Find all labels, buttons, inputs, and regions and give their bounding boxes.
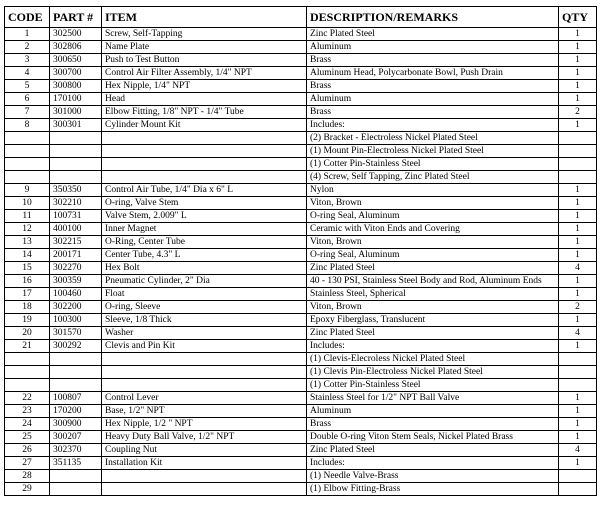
table-row <box>5 431 597 444</box>
table-row <box>5 106 597 119</box>
table-row <box>5 275 597 288</box>
cell-part-number: 400100 <box>50 223 102 236</box>
cell-item: Elbow Fitting, 1/8" NPT - 1/4" Tube <box>102 106 307 119</box>
cell-part-number: 302210 <box>50 197 102 210</box>
cell-code: 4 <box>5 67 50 80</box>
table-row <box>5 249 597 262</box>
cell-item: Coupling Nut <box>102 444 307 457</box>
cell-qty: 1 <box>559 457 597 470</box>
cell-qty: 1 <box>559 210 597 223</box>
cell-code: 9 <box>5 184 50 197</box>
table-row <box>5 223 597 236</box>
cell-code: 6 <box>5 93 50 106</box>
cell-qty: 1 <box>559 197 597 210</box>
table-row <box>5 340 597 353</box>
header-description: DESCRIPTION/REMARKS <box>307 7 559 28</box>
cell-item: Cylinder Mount Kit <box>102 119 307 132</box>
cell-code: 8 <box>5 119 50 132</box>
table-row <box>5 444 597 457</box>
cell-code: 23 <box>5 405 50 418</box>
cell-part-number: 100807 <box>50 392 102 405</box>
cell-part-number <box>50 158 102 171</box>
cell-item: O-ring, Valve Stem <box>102 197 307 210</box>
cell-code: 12 <box>5 223 50 236</box>
table-row <box>5 67 597 80</box>
cell-item: Control Lever <box>102 392 307 405</box>
cell-part-number: 302215 <box>50 236 102 249</box>
cell-description: (1) Cotter Pin-Stainless Steel <box>307 158 559 171</box>
cell-qty <box>559 171 597 184</box>
cell-description: (4) Screw, Self Tapping, Zinc Plated Steel <box>307 171 559 184</box>
cell-qty: 1 <box>559 54 597 67</box>
cell-item: Pneumatic Cylinder, 2" Dia <box>102 275 307 288</box>
cell-code: 22 <box>5 392 50 405</box>
cell-description: (1) Clevis-Elecroless Nickel Plated Steel <box>307 353 559 366</box>
table-row <box>5 80 597 93</box>
table-row <box>5 405 597 418</box>
cell-description: Viton, Brown <box>307 197 559 210</box>
cell-item <box>102 353 307 366</box>
cell-part-number: 300359 <box>50 275 102 288</box>
cell-code: 19 <box>5 314 50 327</box>
cell-qty <box>559 379 597 392</box>
cell-part-number <box>50 483 102 496</box>
cell-description: (1) Elbow Fitting-Brass <box>307 483 559 496</box>
cell-description: Zinc Plated Steel <box>307 327 559 340</box>
cell-qty: 4 <box>559 327 597 340</box>
cell-part-number: 350350 <box>50 184 102 197</box>
cell-description: Viton, Brown <box>307 301 559 314</box>
cell-description: Aluminum <box>307 93 559 106</box>
cell-description: Includes: <box>307 340 559 353</box>
cell-qty <box>559 158 597 171</box>
cell-code: 24 <box>5 418 50 431</box>
cell-item: Push to Test Button <box>102 54 307 67</box>
cell-part-number: 100460 <box>50 288 102 301</box>
header-item: ITEM <box>102 7 307 28</box>
cell-code: 14 <box>5 249 50 262</box>
cell-item: Name Plate <box>102 41 307 54</box>
table-row <box>5 470 597 483</box>
cell-item: Sleeve, 1/8 Thick <box>102 314 307 327</box>
table-row <box>5 145 597 158</box>
table-row <box>5 197 597 210</box>
cell-part-number <box>50 171 102 184</box>
parts-table <box>4 6 597 496</box>
cell-item: Center Tube, 4.3" L <box>102 249 307 262</box>
cell-item: Control Air Tube, 1/4" Dia x 6" L <box>102 184 307 197</box>
cell-code: 27 <box>5 457 50 470</box>
table-row <box>5 236 597 249</box>
table-row <box>5 171 597 184</box>
cell-item: Base, 1/2" NPT <box>102 405 307 418</box>
cell-item: Clevis and Pin Kit <box>102 340 307 353</box>
cell-qty: 1 <box>559 249 597 262</box>
cell-part-number: 300301 <box>50 119 102 132</box>
table-row <box>5 379 597 392</box>
cell-code <box>5 171 50 184</box>
cell-qty: 2 <box>559 106 597 119</box>
cell-code: 10 <box>5 197 50 210</box>
cell-code: 5 <box>5 80 50 93</box>
cell-qty <box>559 483 597 496</box>
cell-code: 17 <box>5 288 50 301</box>
table-row <box>5 93 597 106</box>
cell-part-number: 100300 <box>50 314 102 327</box>
cell-part-number <box>50 379 102 392</box>
cell-description: (1) Cotter Pin-Stainless Steel <box>307 379 559 392</box>
table-row <box>5 366 597 379</box>
cell-qty: 1 <box>559 405 597 418</box>
cell-code <box>5 158 50 171</box>
cell-part-number: 302200 <box>50 301 102 314</box>
parts-list <box>4 6 596 496</box>
table-row <box>5 483 597 496</box>
cell-item: Hex Nipple, 1/2 " NPT <box>102 418 307 431</box>
cell-item: Heavy Duty Ball Valve, 1/2" NPT <box>102 431 307 444</box>
header-row <box>5 7 597 28</box>
table-row <box>5 132 597 145</box>
table-row <box>5 158 597 171</box>
cell-description: Stainless Steel for 1/2" NPT Ball Valve <box>307 392 559 405</box>
cell-part-number <box>50 132 102 145</box>
cell-code: 18 <box>5 301 50 314</box>
cell-qty: 1 <box>559 93 597 106</box>
cell-description: Epoxy Fiberglass, Translucent <box>307 314 559 327</box>
cell-qty: 1 <box>559 275 597 288</box>
cell-description: Brass <box>307 106 559 119</box>
cell-item <box>102 483 307 496</box>
cell-item <box>102 132 307 145</box>
cell-code: 7 <box>5 106 50 119</box>
cell-code <box>5 366 50 379</box>
cell-description: 40 - 130 PSI, Stainless Steel Body and Rod, Aluminum Ends <box>307 275 559 288</box>
cell-code: 26 <box>5 444 50 457</box>
cell-part-number: 302270 <box>50 262 102 275</box>
cell-item: Head <box>102 93 307 106</box>
cell-part-number: 351135 <box>50 457 102 470</box>
cell-code: 29 <box>5 483 50 496</box>
cell-description: O-ring Seal, Aluminum <box>307 249 559 262</box>
cell-description: Aluminum <box>307 405 559 418</box>
cell-item <box>102 145 307 158</box>
cell-description: Zinc Plated Steel <box>307 444 559 457</box>
cell-item <box>102 158 307 171</box>
cell-qty: 1 <box>559 184 597 197</box>
cell-item <box>102 470 307 483</box>
table-row <box>5 41 597 54</box>
cell-qty: 1 <box>559 340 597 353</box>
cell-description: Brass <box>307 80 559 93</box>
cell-qty: 1 <box>559 80 597 93</box>
cell-code: 25 <box>5 431 50 444</box>
cell-item: Inner Magnet <box>102 223 307 236</box>
cell-qty: 2 <box>559 301 597 314</box>
cell-code: 15 <box>5 262 50 275</box>
cell-code: 16 <box>5 275 50 288</box>
table-body <box>5 28 597 496</box>
cell-item: Installation Kit <box>102 457 307 470</box>
cell-qty <box>559 470 597 483</box>
cell-item: Hex Bolt <box>102 262 307 275</box>
cell-part-number <box>50 366 102 379</box>
cell-part-number <box>50 470 102 483</box>
cell-item: Control Air Filter Assembly, 1/4" NPT <box>102 67 307 80</box>
cell-qty: 1 <box>559 288 597 301</box>
cell-code <box>5 379 50 392</box>
cell-description: (1) Mount Pin-Electroless Nickel Plated Steel <box>307 145 559 158</box>
cell-item <box>102 366 307 379</box>
header-part: PART # <box>50 7 102 28</box>
cell-item: Screw, Self-Tapping <box>102 28 307 41</box>
table-row <box>5 288 597 301</box>
cell-item <box>102 379 307 392</box>
cell-part-number: 300650 <box>50 54 102 67</box>
cell-qty: 1 <box>559 314 597 327</box>
table-row <box>5 327 597 340</box>
cell-code: 20 <box>5 327 50 340</box>
cell-part-number <box>50 353 102 366</box>
cell-part-number: 302370 <box>50 444 102 457</box>
cell-code: 21 <box>5 340 50 353</box>
cell-description: Brass <box>307 54 559 67</box>
cell-description: (1) Clevis Pin-Electroless Nickel Plated Steel <box>307 366 559 379</box>
cell-qty: 1 <box>559 67 597 80</box>
cell-description: Ceramic with Viton Ends and Covering <box>307 223 559 236</box>
cell-description: Double O-ring Viton Stem Seals, Nickel Plated Brass <box>307 431 559 444</box>
cell-item <box>102 171 307 184</box>
cell-part-number: 300800 <box>50 80 102 93</box>
cell-code <box>5 132 50 145</box>
cell-description: Aluminum Head, Polycarbonate Bowl, Push Drain <box>307 67 559 80</box>
table-row <box>5 457 597 470</box>
cell-description: Nylon <box>307 184 559 197</box>
cell-part-number: 170100 <box>50 93 102 106</box>
cell-qty: 1 <box>559 119 597 132</box>
cell-item: Washer <box>102 327 307 340</box>
table-row <box>5 353 597 366</box>
cell-description: Includes: <box>307 119 559 132</box>
cell-part-number: 300700 <box>50 67 102 80</box>
cell-part-number: 200171 <box>50 249 102 262</box>
cell-part-number: 301000 <box>50 106 102 119</box>
cell-part-number: 300207 <box>50 431 102 444</box>
cell-code: 13 <box>5 236 50 249</box>
cell-code: 3 <box>5 54 50 67</box>
cell-qty: 1 <box>559 431 597 444</box>
cell-part-number: 300292 <box>50 340 102 353</box>
cell-code: 28 <box>5 470 50 483</box>
cell-code <box>5 145 50 158</box>
cell-description: Zinc Plated Steel <box>307 28 559 41</box>
cell-part-number: 100731 <box>50 210 102 223</box>
cell-qty: 4 <box>559 262 597 275</box>
cell-qty <box>559 366 597 379</box>
cell-item: O-ring, Sleeve <box>102 301 307 314</box>
cell-qty: 1 <box>559 418 597 431</box>
cell-description: (2) Bracket - Electroless Nickel Plated Steel <box>307 132 559 145</box>
table-row <box>5 210 597 223</box>
cell-description: Stainless Steel, Spherical <box>307 288 559 301</box>
cell-code: 11 <box>5 210 50 223</box>
table-row <box>5 392 597 405</box>
cell-part-number: 170200 <box>50 405 102 418</box>
cell-part-number <box>50 145 102 158</box>
cell-item: Float <box>102 288 307 301</box>
cell-description: O-ring Seal, Aluminum <box>307 210 559 223</box>
cell-qty <box>559 132 597 145</box>
cell-qty: 1 <box>559 41 597 54</box>
header-qty: QTY <box>559 7 597 28</box>
cell-item: O-Ring, Center Tube <box>102 236 307 249</box>
cell-part-number: 301570 <box>50 327 102 340</box>
cell-qty: 1 <box>559 236 597 249</box>
cell-qty: 4 <box>559 444 597 457</box>
cell-part-number: 300900 <box>50 418 102 431</box>
table-row <box>5 184 597 197</box>
cell-description: Zinc Plated Steel <box>307 262 559 275</box>
cell-qty: 1 <box>559 223 597 236</box>
cell-item: Valve Stem, 2.009" L <box>102 210 307 223</box>
table-row <box>5 54 597 67</box>
cell-part-number: 302500 <box>50 28 102 41</box>
cell-qty <box>559 145 597 158</box>
cell-qty <box>559 353 597 366</box>
table-row <box>5 28 597 41</box>
cell-description: Aluminum <box>307 41 559 54</box>
table-row <box>5 301 597 314</box>
cell-code <box>5 353 50 366</box>
cell-description: (1) Needle Valve-Brass <box>307 470 559 483</box>
table-row <box>5 119 597 132</box>
cell-description: Includes: <box>307 457 559 470</box>
table-row <box>5 314 597 327</box>
cell-description: Viton, Brown <box>307 236 559 249</box>
cell-qty: 1 <box>559 28 597 41</box>
table-row <box>5 418 597 431</box>
cell-code: 2 <box>5 41 50 54</box>
cell-description: Brass <box>307 418 559 431</box>
cell-code: 1 <box>5 28 50 41</box>
cell-qty: 1 <box>559 392 597 405</box>
header-code: CODE <box>5 7 50 28</box>
table-row <box>5 262 597 275</box>
cell-item: Hex Nipple, 1/4" NPT <box>102 80 307 93</box>
cell-part-number: 302806 <box>50 41 102 54</box>
